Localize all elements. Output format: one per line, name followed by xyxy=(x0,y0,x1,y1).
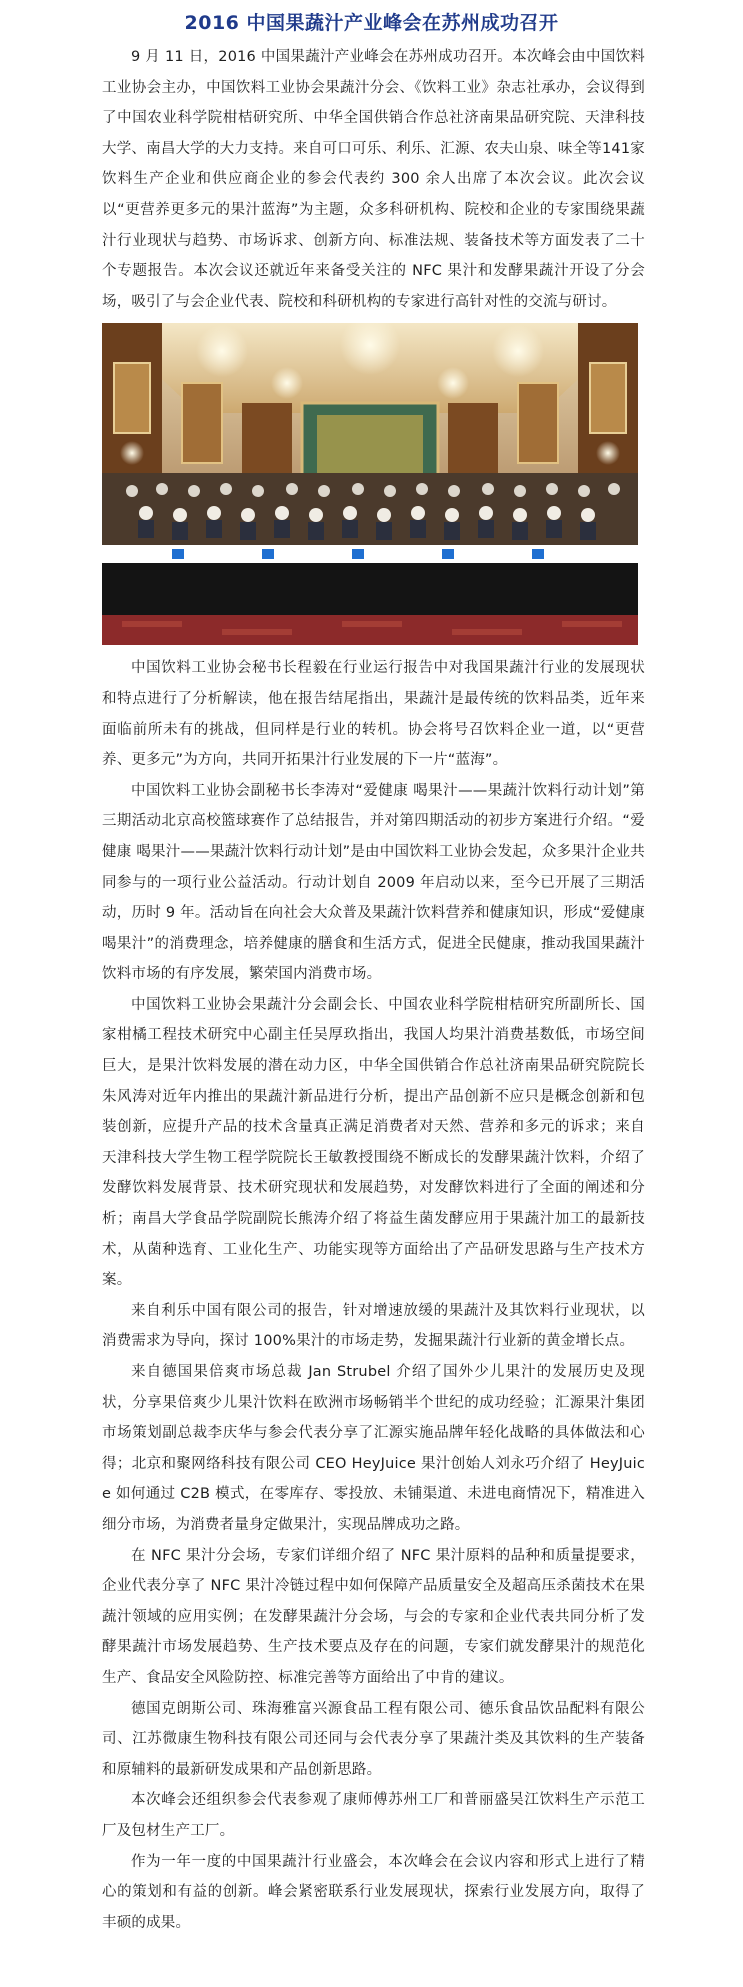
paragraph: 中国饮料工业协会秘书长程毅在行业运行报告中对我国果蔬汁行业的发展现状和特点进行了分析解读，他在报告结尾指出，果蔬汁是最传统的饮料品类，近年来面临前所未有的挑战，但同样是行业的转机。协会将号召饮料企业一道，以“更营养、更多元”为方向，共同开拓果汁行业发展的下一片“蓝海”。 xyxy=(102,660,645,769)
paragraph: 本次峰会还组织参会代表参观了康师傅苏州工厂和普丽盛吴江饮料生产示范工厂及包材生产工厂。 xyxy=(102,1792,645,1839)
paragraph: 在 NFC 果汁分会场，专家们详细介绍了 NFC 果汁原料的品种和质量提要求，企业代表分享了 NFC 果汁冷链过程中如何保障产品质量安全及超高压杀菌技术在果蔬汁领域的应用实例；在发酵果蔬汁分会场，与会的专家和企业代表共同分析了发酵果蔬汁市场发展趋势、生产技术要点及存在的问题，专家们就发酵果汁的规范化生产、食品安全风险防控、标准完善等方面给出了中肯的建议。 xyxy=(102,1547,645,1686)
paragraph: 德国克朗斯公司、珠海雅富兴源食品工程有限公司、德乐食品饮品配料有限公司、江苏微康生物科技有限公司还同与会代表分享了果蔬汁类及其饮料的生产装备和原辅料的最新研发成果和产品创新思路。 xyxy=(102,1700,645,1778)
conference-photo xyxy=(102,323,638,645)
paragraph: 来自利乐中国有限公司的报告，针对增速放缓的果蔬汁及其饮料行业现状，以消费需求为导向，探讨 100%果汁的市场走势，发掘果蔬汁行业新的黄金增长点。 xyxy=(102,1302,645,1350)
paragraph: 作为一年一度的中国果蔬汁行业盛会，本次峰会在会议内容和形式上进行了精心的策划和有益的创新。峰会紧密联系行业发展现状，探索行业发展方向，取得了丰硕的成果。 xyxy=(102,1853,645,1931)
paragraph: 中国饮料工业协会副秘书长李涛对“爱健康 喝果汁——果蔬汁饮料行动计划”第三期活动北京高校篮球赛作了总结报告，并对第四期活动的初步方案进行介绍。“爱健康 喝果汁——果蔬汁饮料行动计划”是由中国饮料工业协会发起，众多果汁企业共同参与的一项行业公益活动。行动计划自 2009 年启动以来，至今已开展了三期活动，历时 9 年。活动旨在向社会大众普及果蔬汁饮料营养和健康知识，形成“爱健康 喝果汁”的消费理念，培养健康的膳食和生活方式，促进全民健康，推动我国果蔬汁饮料市场的有序发展，繁荣国内消费市场。 xyxy=(102,782,645,983)
article-title: 2016 中国果蔬汁产业峰会在苏州成功召开 xyxy=(184,12,559,34)
paragraph: 9 月 11 日，2016 中国果蔬汁产业峰会在苏州成功召开。本次峰会由中国饮料工业协会主办，中国饮料工业协会果蔬汁分会、《饮料工业》杂志社承办，会议得到了中国农业科学院柑桔研究所、中华全国供销合作总社济南果品研究院、天津科技大学、南昌大学的大力支持。来自可口可乐、利乐、汇源、农夫山泉、味全等141家饮料生产企业和供应商企业的参会代表约 300 余人出席了本次会议。此次会议以“更营养更多元的果汁蓝海”为主题，众多科研机构、院校和企业的专家围绕果蔬汁行业现状与趋势、市场诉求、创新方向、标准法规、装备技术等方面发表了二十个专题报告。本次会议还就近年来备受关注的 NFC 果汁和发酵果蔬汁开设了分会场，吸引了与会企业代表、院校和科研机构的专家进行高针对性的交流与研讨。 xyxy=(102,49,645,310)
paragraph: 中国饮料工业协会果蔬汁分会副会长、中国农业科学院柑桔研究所副所长、国家柑橘工程技术研究中心副主任吴厚玖指出，我国人均果汁消费基数低，市场空间巨大，是果汁饮料发展的潜在动力区，中华全国供销合作总社济南果品研究院院长朱风涛对近年内推出的果蔬汁新品进行分析，提出产品创新不应只是概念创新和包装创新，应提升产品的技术含量真正满足消费者对天然、营养和多元的诉求；来自天津科技大学生物工程学院院长王敏教授围绕不断成长的发酵果蔬汁饮料，介绍了发酵饮料发展背景、技术研究现状和发展趋势，对发酵饮料进行了全面的阐述和分析；南昌大学食品学院副院长熊涛介绍了将益生菌发酵应用于果蔬汁加工的最新技术，从菌种选育、工业化生产、功能实现等方面给出了产品研发思路与生产技术方案。 xyxy=(102,996,645,1289)
paragraph: 来自德国果倍爽市场总裁 Jan Strubel 介绍了国外少儿果汁的发展历史及现状，分享果倍爽少儿果汁饮料在欧洲市场畅销半个世纪的成功经验；汇源果汁集团市场策划副总裁李庆华与参会代表分享了汇源实施品牌年轻化战略的具体做法和心得；北京和聚网络科技有限公司 CEO HeyJuice 果汁创始人刘永巧介绍了 HeyJuice 如何通过 C2B 模式，在零库存、零投放、未铺渠道、未进电商情况下，精准进入细分市场，为消费者量身定做果汁，实现品牌成功之路。 xyxy=(102,1364,645,1533)
